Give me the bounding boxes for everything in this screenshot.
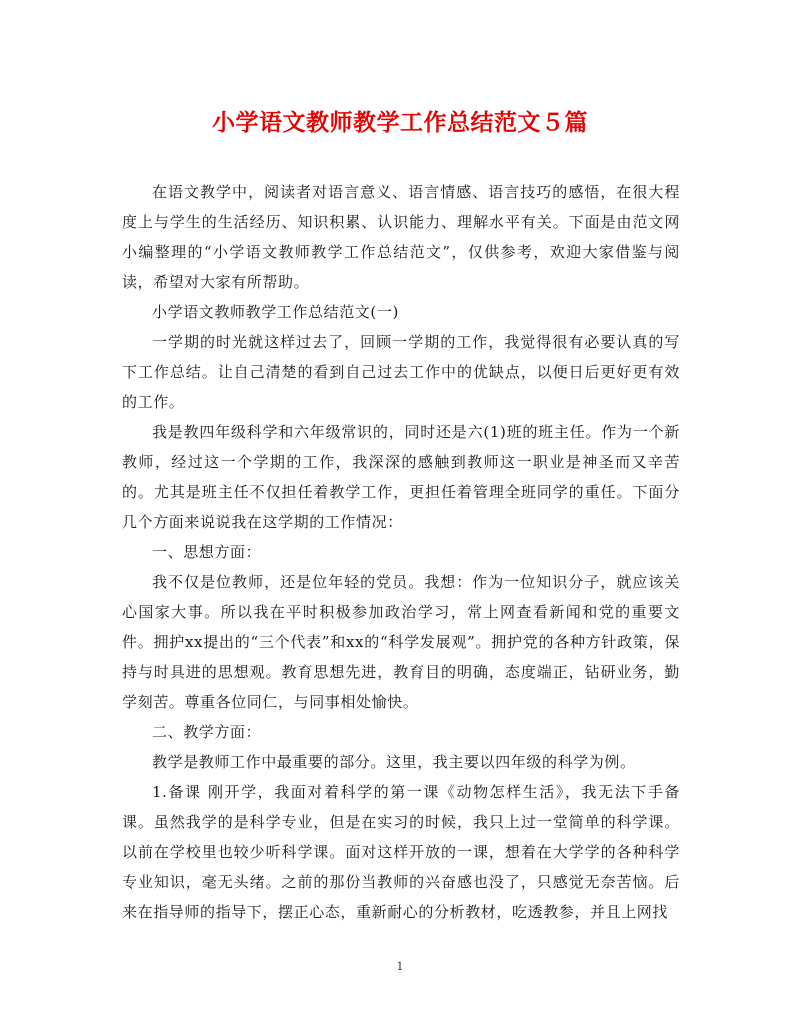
body-paragraph: 我是教四年级科学和六年级常识的，同时还是六(1)班的班主任。作为一个新教师，经过这一个学期的工作，我深深的感触到教师这一职业是神圣而又辛苦的。尤其是班主任不仅担任着教学工作，更担任着管理全班同学的重任。下面分几个方面来说说我在这学期的工作情况： [122,423,680,531]
body-paragraph: 1.备课 刚开学，我面对着科学的第一课《动物怎样生活》，我无法下手备课。虽然我学的是科学专业，但是在实习的时候，我只上过一堂简单的科学课。以前在学校里也较少听科学课。面对这样开放的一课，想着在大学学的各种科学专业知识，毫无头绪。之前的那份当教师的兴奋感也没了，只感觉无奈苦恼。后来在指导师的指导下，摆正心态，重新耐心的分析教材，吃透教参，并且上网找 [122,783,680,921]
document-title: 小学语文教师教学工作总结范文５篇 [212,109,588,136]
body-paragraph: 一学期的时光就这样过去了，回顾一学期的工作，我觉得很有必要认真的写下工作总结。让自己清楚的看到自己过去工作中的优缺点，以便日后更好更有效的工作。 [122,333,680,411]
section-title: 小学语文教师教学工作总结范文(一) [152,303,399,321]
subheading: 二、教学方面： [152,723,262,741]
intro-paragraph: 在语文教学中，阅读者对语言意义、语言情感、语言技巧的感悟，在很大程度上与学生的生活经历、知识积累、认识能力、理解水平有关。下面是由范文网小编整理的“小学语文教师教学工作总结范文”，仅供参考，欢迎大家借鉴与阅读，希望对大家有所帮助。 [122,183,680,291]
body-paragraph: 教学是教师工作中最重要的部分。这里，我主要以四年级的科学为例。 [152,753,636,771]
document-body [122,177,680,927]
subheading: 一、思想方面： [152,543,262,561]
body-paragraph: 我不仅是位教师，还是位年轻的党员。我想：作为一位知识分子，就应该关心国家大事。所以我在平时积极参加政治学习，常上网查看新闻和党的重要文件。拥护xx提出的“三个代表”和xx的“科学发展观”。拥护党的各种方针政策，保持与时具进的思想观。教育思想先进，教育目的明确，态度端正，钻研业务，勤学刻苦。尊重各位同仁，与同事相处愉快。 [122,573,680,711]
page-number: 1 [396,960,404,973]
